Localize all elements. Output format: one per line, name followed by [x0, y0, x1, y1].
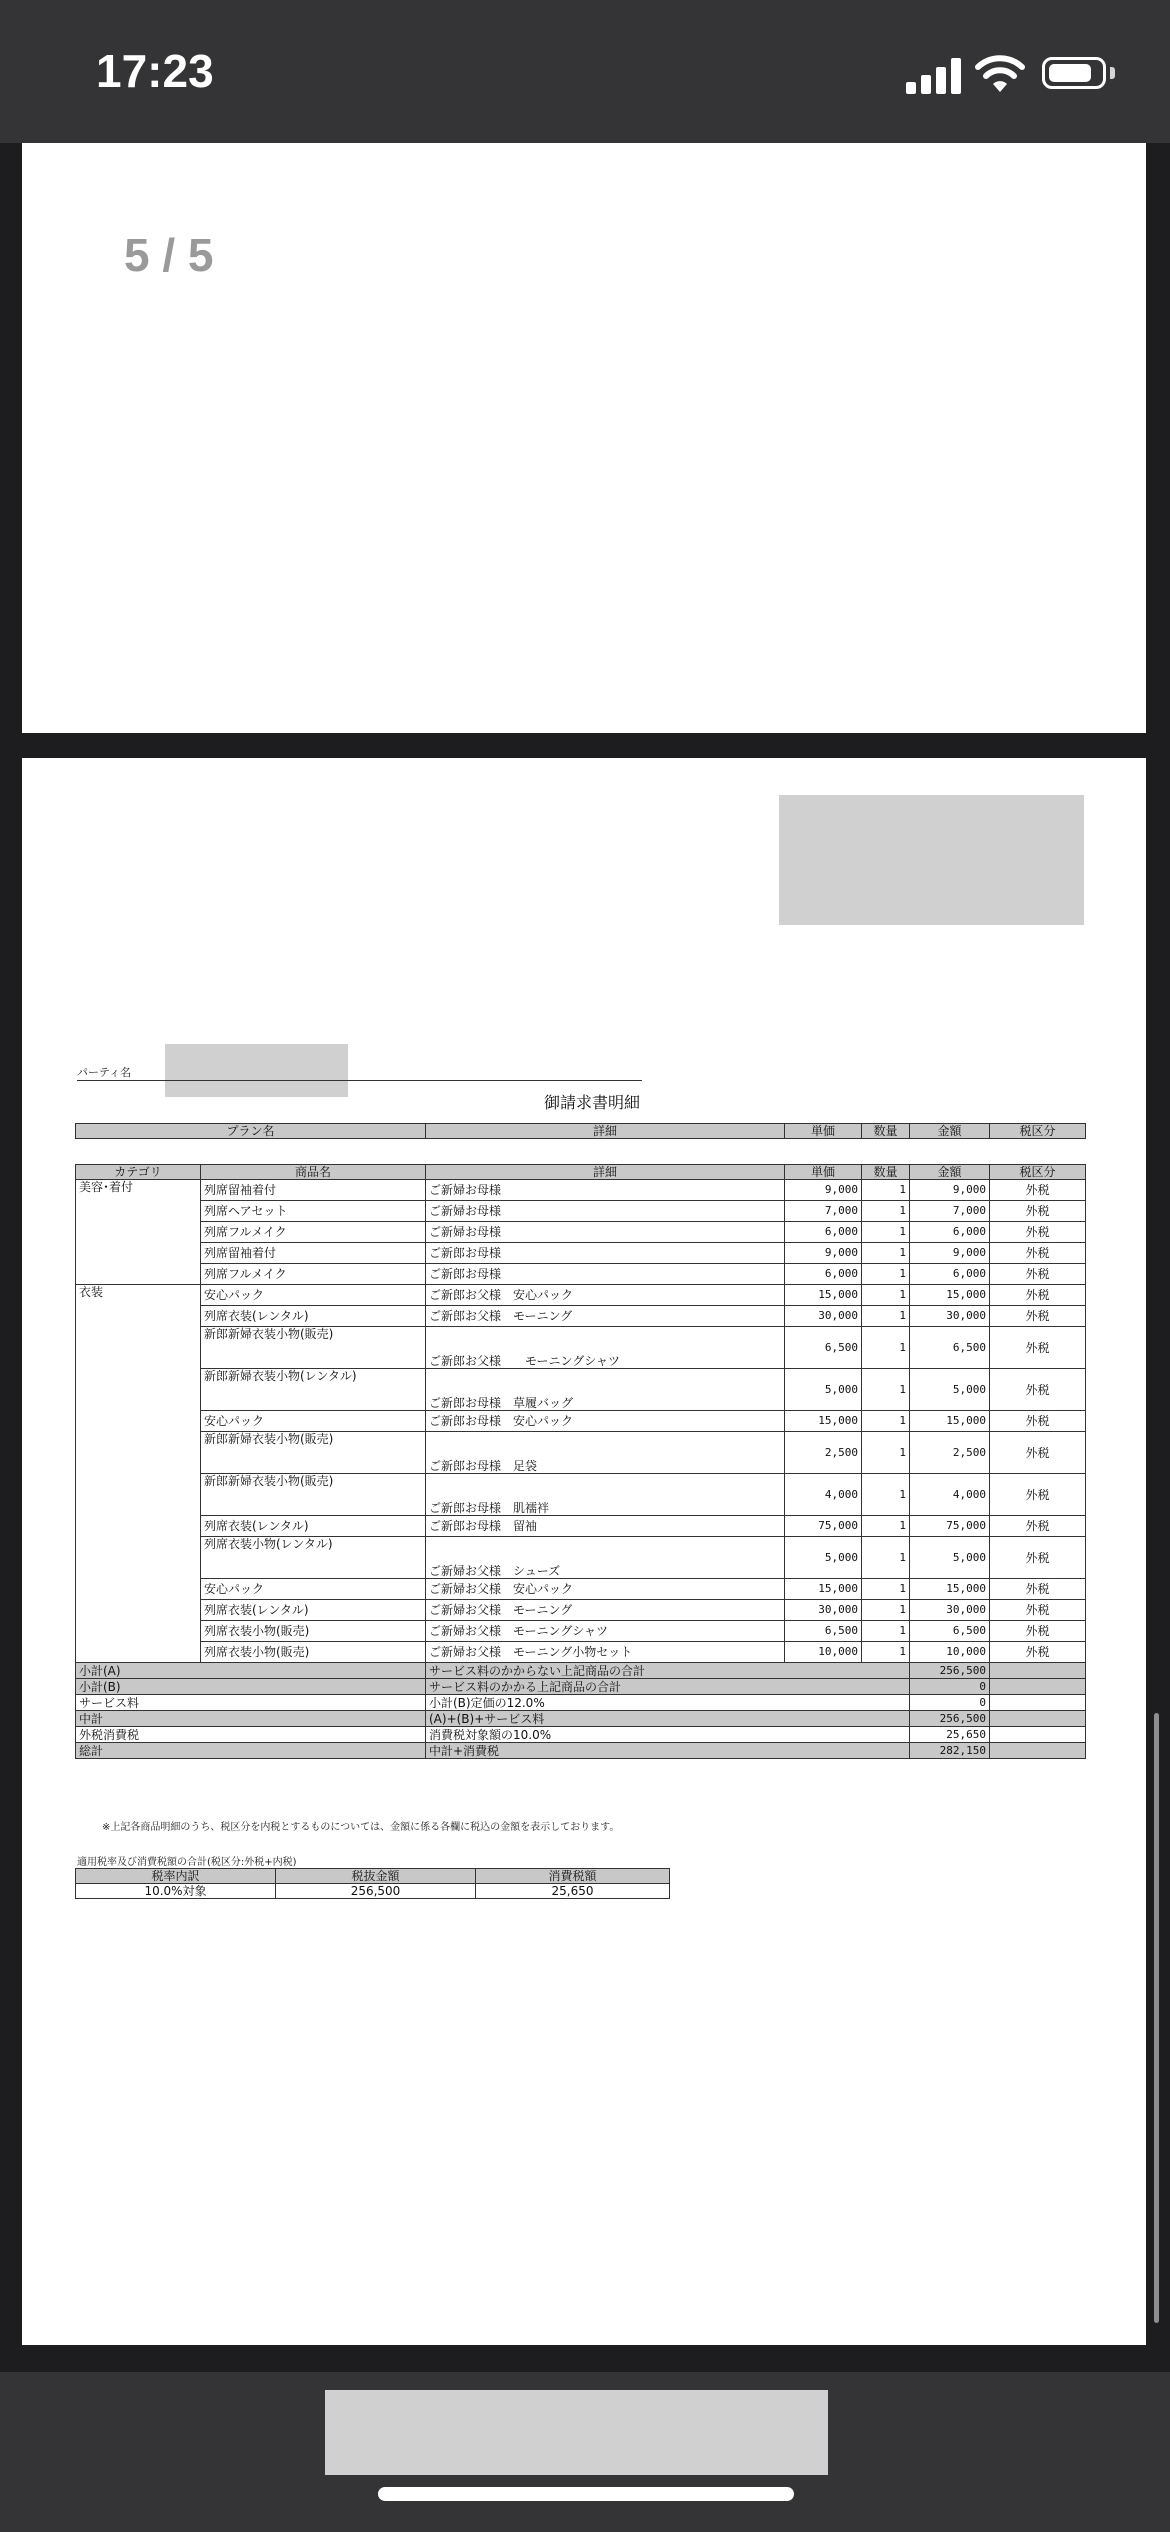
table-row — [76, 1474, 1086, 1516]
unit-price-cell: 9,000 — [785, 1243, 862, 1264]
quantity-cell: 1 — [862, 1432, 910, 1474]
party-name-underline — [77, 1080, 642, 1081]
quantity-cell: 1 — [862, 1579, 910, 1600]
summary-label-cell: 小計(B) — [76, 1679, 426, 1695]
quantity-cell: 1 — [862, 1201, 910, 1222]
item-name-cell: 列席ヘアセット — [201, 1201, 426, 1222]
bottom-toolbar — [0, 2372, 1170, 2532]
item-detail-cell: ご新郎お母様 肌襦袢 — [426, 1474, 785, 1516]
summary-blank-cell — [990, 1695, 1086, 1711]
table-row — [76, 1411, 1086, 1432]
summary-row — [76, 1711, 1086, 1727]
item-name-cell: 列席衣装(レンタル) — [201, 1516, 426, 1537]
table-row — [76, 1264, 1086, 1285]
tax-type-cell: 外税 — [990, 1537, 1086, 1579]
summary-label-cell: 中計 — [76, 1711, 426, 1727]
item-detail-cell: ご新郎お母様 草履バッグ — [426, 1369, 785, 1411]
quantity-cell: 1 — [862, 1222, 910, 1243]
tax-header-cell: 税抜金額 — [276, 1869, 476, 1884]
tax-type-cell: 外税 — [990, 1201, 1086, 1222]
item-header-cell: 数量 — [862, 1165, 910, 1180]
item-detail-cell: ご新郎お母様 留袖 — [426, 1516, 785, 1537]
tax-type-cell: 外税 — [990, 1327, 1086, 1369]
quantity-cell: 1 — [862, 1600, 910, 1621]
unit-price-cell: 15,000 — [785, 1411, 862, 1432]
summary-row — [76, 1727, 1086, 1743]
summary-blank-cell — [990, 1679, 1086, 1695]
item-detail-cell: ご新郎お父様 モーニングシャツ — [426, 1327, 785, 1369]
tax-type-cell: 外税 — [990, 1411, 1086, 1432]
amount-cell: 15,000 — [910, 1579, 990, 1600]
tax-note: ※上記各商品明細のうち、税区分を内税とするものについては、金額に係る各欄に税込の金額を表示しております。 — [102, 1822, 620, 1833]
category-cell: 衣装 — [76, 1285, 201, 1663]
item-name-cell: 列席衣装小物(販売) — [201, 1621, 426, 1642]
tax-header-cell: 税率内訳 — [76, 1869, 276, 1884]
pdf-viewer[interactable] — [0, 143, 1170, 2372]
summary-amount-cell: 282,150 — [910, 1743, 990, 1759]
tax-row — [76, 1884, 670, 1899]
tax-header-row — [76, 1869, 670, 1884]
unit-price-cell: 10,000 — [785, 1642, 862, 1663]
tax-value-cell: 256,500 — [276, 1884, 476, 1899]
status-bar — [0, 0, 1170, 143]
tax-type-cell: 外税 — [990, 1432, 1086, 1474]
quantity-cell: 1 — [862, 1621, 910, 1642]
plan-header-cell: 税区分 — [990, 1124, 1086, 1139]
table-row — [76, 1642, 1086, 1663]
quantity-cell: 1 — [862, 1537, 910, 1579]
plan-header-cell: 金額 — [910, 1124, 990, 1139]
redacted-logo-area — [779, 795, 1084, 925]
amount-cell: 6,500 — [910, 1327, 990, 1369]
clock: 17:23 — [96, 45, 214, 97]
unit-price-cell: 4,000 — [785, 1474, 862, 1516]
amount-cell: 9,000 — [910, 1243, 990, 1264]
item-header-cell: カテゴリ — [76, 1165, 201, 1180]
quantity-cell: 1 — [862, 1327, 910, 1369]
tax-type-cell: 外税 — [990, 1306, 1086, 1327]
quantity-cell: 1 — [862, 1306, 910, 1327]
item-name-cell: 列席留袖着付 — [201, 1180, 426, 1201]
summary-desc-cell: 小計(B)定価の12.0% — [426, 1695, 910, 1711]
summary-amount-cell: 256,500 — [910, 1663, 990, 1679]
item-detail-cell: ご新郎お父様 モーニング — [426, 1306, 785, 1327]
amount-cell: 30,000 — [910, 1600, 990, 1621]
plan-header-row — [76, 1124, 1086, 1139]
tax-type-cell: 外税 — [990, 1516, 1086, 1537]
tax-type-cell: 外税 — [990, 1180, 1086, 1201]
item-name-cell: 安心パック — [201, 1579, 426, 1600]
plan-header-cell: 数量 — [862, 1124, 910, 1139]
redacted-party-name — [165, 1044, 348, 1097]
quantity-cell: 1 — [862, 1516, 910, 1537]
party-name-label: パーティ名 — [77, 1066, 132, 1079]
table-row — [76, 1201, 1086, 1222]
summary-row — [76, 1663, 1086, 1679]
summary-desc-cell: (A)+(B)+サービス料 — [426, 1711, 910, 1727]
summary-label-cell: 外税消費税 — [76, 1727, 426, 1743]
table-row — [76, 1243, 1086, 1264]
tax-type-cell: 外税 — [990, 1222, 1086, 1243]
item-detail-cell: ご新婦お母様 — [426, 1201, 785, 1222]
item-detail-cell: ご新郎お父様 安心パック — [426, 1285, 785, 1306]
table-row — [76, 1285, 1086, 1306]
amount-cell: 6,000 — [910, 1264, 990, 1285]
quantity-cell: 1 — [862, 1180, 910, 1201]
item-header-row — [76, 1165, 1086, 1180]
scrollbar-thumb[interactable] — [1154, 1713, 1159, 2323]
unit-price-cell: 6,500 — [785, 1327, 862, 1369]
plan-table — [75, 1123, 1086, 1139]
summary-desc-cell: サービス料のかからない上記商品の合計 — [426, 1663, 910, 1679]
quantity-cell: 1 — [862, 1264, 910, 1285]
unit-price-cell: 6,000 — [785, 1222, 862, 1243]
summary-blank-cell — [990, 1711, 1086, 1727]
item-detail-cell: ご新婦お母様 — [426, 1222, 785, 1243]
unit-price-cell: 9,000 — [785, 1180, 862, 1201]
wifi-icon — [974, 52, 1026, 94]
item-detail-cell: ご新婦お父様 シューズ — [426, 1537, 785, 1579]
page-indicator: 5 / 5 — [124, 229, 214, 281]
category-cell: 美容･着付 — [76, 1180, 201, 1285]
quantity-cell: 1 — [862, 1411, 910, 1432]
table-row — [76, 1516, 1086, 1537]
document-title: 御請求書明細 — [543, 1093, 640, 1112]
amount-cell: 10,000 — [910, 1642, 990, 1663]
pdf-page-previous — [22, 143, 1146, 733]
summary-blank-cell — [990, 1663, 1086, 1679]
item-name-cell: 安心パック — [201, 1411, 426, 1432]
amount-cell: 15,000 — [910, 1411, 990, 1432]
quantity-cell: 1 — [862, 1642, 910, 1663]
unit-price-cell: 75,000 — [785, 1516, 862, 1537]
unit-price-cell: 30,000 — [785, 1600, 862, 1621]
tax-type-cell: 外税 — [990, 1579, 1086, 1600]
tax-type-cell: 外税 — [990, 1474, 1086, 1516]
item-name-cell: 列席留袖着付 — [201, 1243, 426, 1264]
summary-row — [76, 1743, 1086, 1759]
amount-cell: 2,500 — [910, 1432, 990, 1474]
unit-price-cell: 5,000 — [785, 1369, 862, 1411]
summary-blank-cell — [990, 1727, 1086, 1743]
item-header-cell: 税区分 — [990, 1165, 1086, 1180]
item-detail-cell: ご新婦お父様 モーニングシャツ — [426, 1621, 785, 1642]
tax-type-cell: 外税 — [990, 1264, 1086, 1285]
unit-price-cell: 2,500 — [785, 1432, 862, 1474]
items-table — [75, 1164, 1086, 1759]
pdf-page-current — [22, 758, 1146, 2345]
summary-row — [76, 1695, 1086, 1711]
amount-cell: 5,000 — [910, 1369, 990, 1411]
amount-cell: 6,500 — [910, 1621, 990, 1642]
table-row — [76, 1621, 1086, 1642]
quantity-cell: 1 — [862, 1243, 910, 1264]
tax-value-cell: 25,650 — [476, 1884, 670, 1899]
tax-summary-title: 適用税率及び消費税額の合計(税区分:外税+内税) — [77, 1857, 297, 1868]
summary-label-cell: 総計 — [76, 1743, 426, 1759]
tax-type-cell: 外税 — [990, 1600, 1086, 1621]
table-row — [76, 1369, 1086, 1411]
item-name-cell: 新郎新婦衣装小物(販売) — [201, 1327, 426, 1369]
item-name-cell: 列席衣装(レンタル) — [201, 1600, 426, 1621]
summary-desc-cell: 消費税対象額の10.0% — [426, 1727, 910, 1743]
tax-type-cell: 外税 — [990, 1369, 1086, 1411]
item-header-cell: 商品名 — [201, 1165, 426, 1180]
item-header-cell: 単価 — [785, 1165, 862, 1180]
item-name-cell: 列席衣装(レンタル) — [201, 1306, 426, 1327]
table-row — [76, 1600, 1086, 1621]
item-detail-cell: ご新婦お父様 モーニング小物セット — [426, 1642, 785, 1663]
item-header-cell: 金額 — [910, 1165, 990, 1180]
quantity-cell: 1 — [862, 1285, 910, 1306]
tax-value-cell: 10.0%対象 — [76, 1884, 276, 1899]
item-detail-cell: ご新郎お母様 — [426, 1243, 785, 1264]
summary-label-cell: サービス料 — [76, 1695, 426, 1711]
plan-header-cell: 単価 — [785, 1124, 862, 1139]
unit-price-cell: 5,000 — [785, 1537, 862, 1579]
summary-amount-cell: 256,500 — [910, 1711, 990, 1727]
unit-price-cell: 6,500 — [785, 1621, 862, 1642]
amount-cell: 7,000 — [910, 1201, 990, 1222]
item-name-cell: 新郎新婦衣装小物(販売) — [201, 1474, 426, 1516]
amount-cell: 6,000 — [910, 1222, 990, 1243]
unit-price-cell: 6,000 — [785, 1264, 862, 1285]
amount-cell: 5,000 — [910, 1537, 990, 1579]
table-row — [76, 1327, 1086, 1369]
summary-desc-cell: 中計+消費税 — [426, 1743, 910, 1759]
quantity-cell: 1 — [862, 1369, 910, 1411]
summary-row — [76, 1679, 1086, 1695]
amount-cell: 4,000 — [910, 1474, 990, 1516]
summary-amount-cell: 0 — [910, 1679, 990, 1695]
item-detail-cell: ご新婦お父様 モーニング — [426, 1600, 785, 1621]
tax-type-cell: 外税 — [990, 1285, 1086, 1306]
unit-price-cell: 30,000 — [785, 1306, 862, 1327]
battery-tip — [1110, 67, 1115, 79]
item-header-cell: 詳細 — [426, 1165, 785, 1180]
item-name-cell: 列席衣装小物(レンタル) — [201, 1537, 426, 1579]
table-row — [76, 1432, 1086, 1474]
summary-amount-cell: 0 — [910, 1695, 990, 1711]
amount-cell: 9,000 — [910, 1180, 990, 1201]
amount-cell: 30,000 — [910, 1306, 990, 1327]
cellular-signal-icon — [906, 58, 962, 94]
table-row — [76, 1579, 1086, 1600]
item-name-cell: 列席フルメイク — [201, 1264, 426, 1285]
table-row — [76, 1180, 1086, 1201]
item-detail-cell: ご新婦お父様 安心パック — [426, 1579, 785, 1600]
summary-desc-cell: サービス料のかかる上記商品の合計 — [426, 1679, 910, 1695]
unit-price-cell: 15,000 — [785, 1285, 862, 1306]
tax-type-cell: 外税 — [990, 1243, 1086, 1264]
plan-header-cell: プラン名 — [76, 1124, 426, 1139]
item-name-cell: 列席衣装小物(販売) — [201, 1642, 426, 1663]
summary-blank-cell — [990, 1743, 1086, 1759]
item-name-cell: 新郎新婦衣装小物(販売) — [201, 1432, 426, 1474]
summary-amount-cell: 25,650 — [910, 1727, 990, 1743]
plan-header-cell: 詳細 — [426, 1124, 785, 1139]
quantity-cell: 1 — [862, 1474, 910, 1516]
item-name-cell: 列席フルメイク — [201, 1222, 426, 1243]
tax-header-cell: 消費税額 — [476, 1869, 670, 1884]
table-row — [76, 1537, 1086, 1579]
battery-icon — [1042, 57, 1106, 89]
item-detail-cell: ご新郎お母様 安心パック — [426, 1411, 785, 1432]
amount-cell: 75,000 — [910, 1516, 990, 1537]
summary-label-cell: 小計(A) — [76, 1663, 426, 1679]
item-detail-cell: ご新婦お母様 — [426, 1180, 785, 1201]
amount-cell: 15,000 — [910, 1285, 990, 1306]
item-detail-cell: ご新郎お母様 — [426, 1264, 785, 1285]
tax-type-cell: 外税 — [990, 1642, 1086, 1663]
redacted-toolbar-content — [325, 2390, 828, 2475]
item-name-cell: 新郎新婦衣装小物(レンタル) — [201, 1369, 426, 1411]
unit-price-cell: 7,000 — [785, 1201, 862, 1222]
table-row — [76, 1222, 1086, 1243]
unit-price-cell: 15,000 — [785, 1579, 862, 1600]
item-name-cell: 安心パック — [201, 1285, 426, 1306]
item-detail-cell: ご新郎お母様 足袋 — [426, 1432, 785, 1474]
tax-type-cell: 外税 — [990, 1621, 1086, 1642]
table-row — [76, 1306, 1086, 1327]
tax-summary-table — [75, 1868, 670, 1899]
home-indicator[interactable] — [378, 2487, 794, 2501]
